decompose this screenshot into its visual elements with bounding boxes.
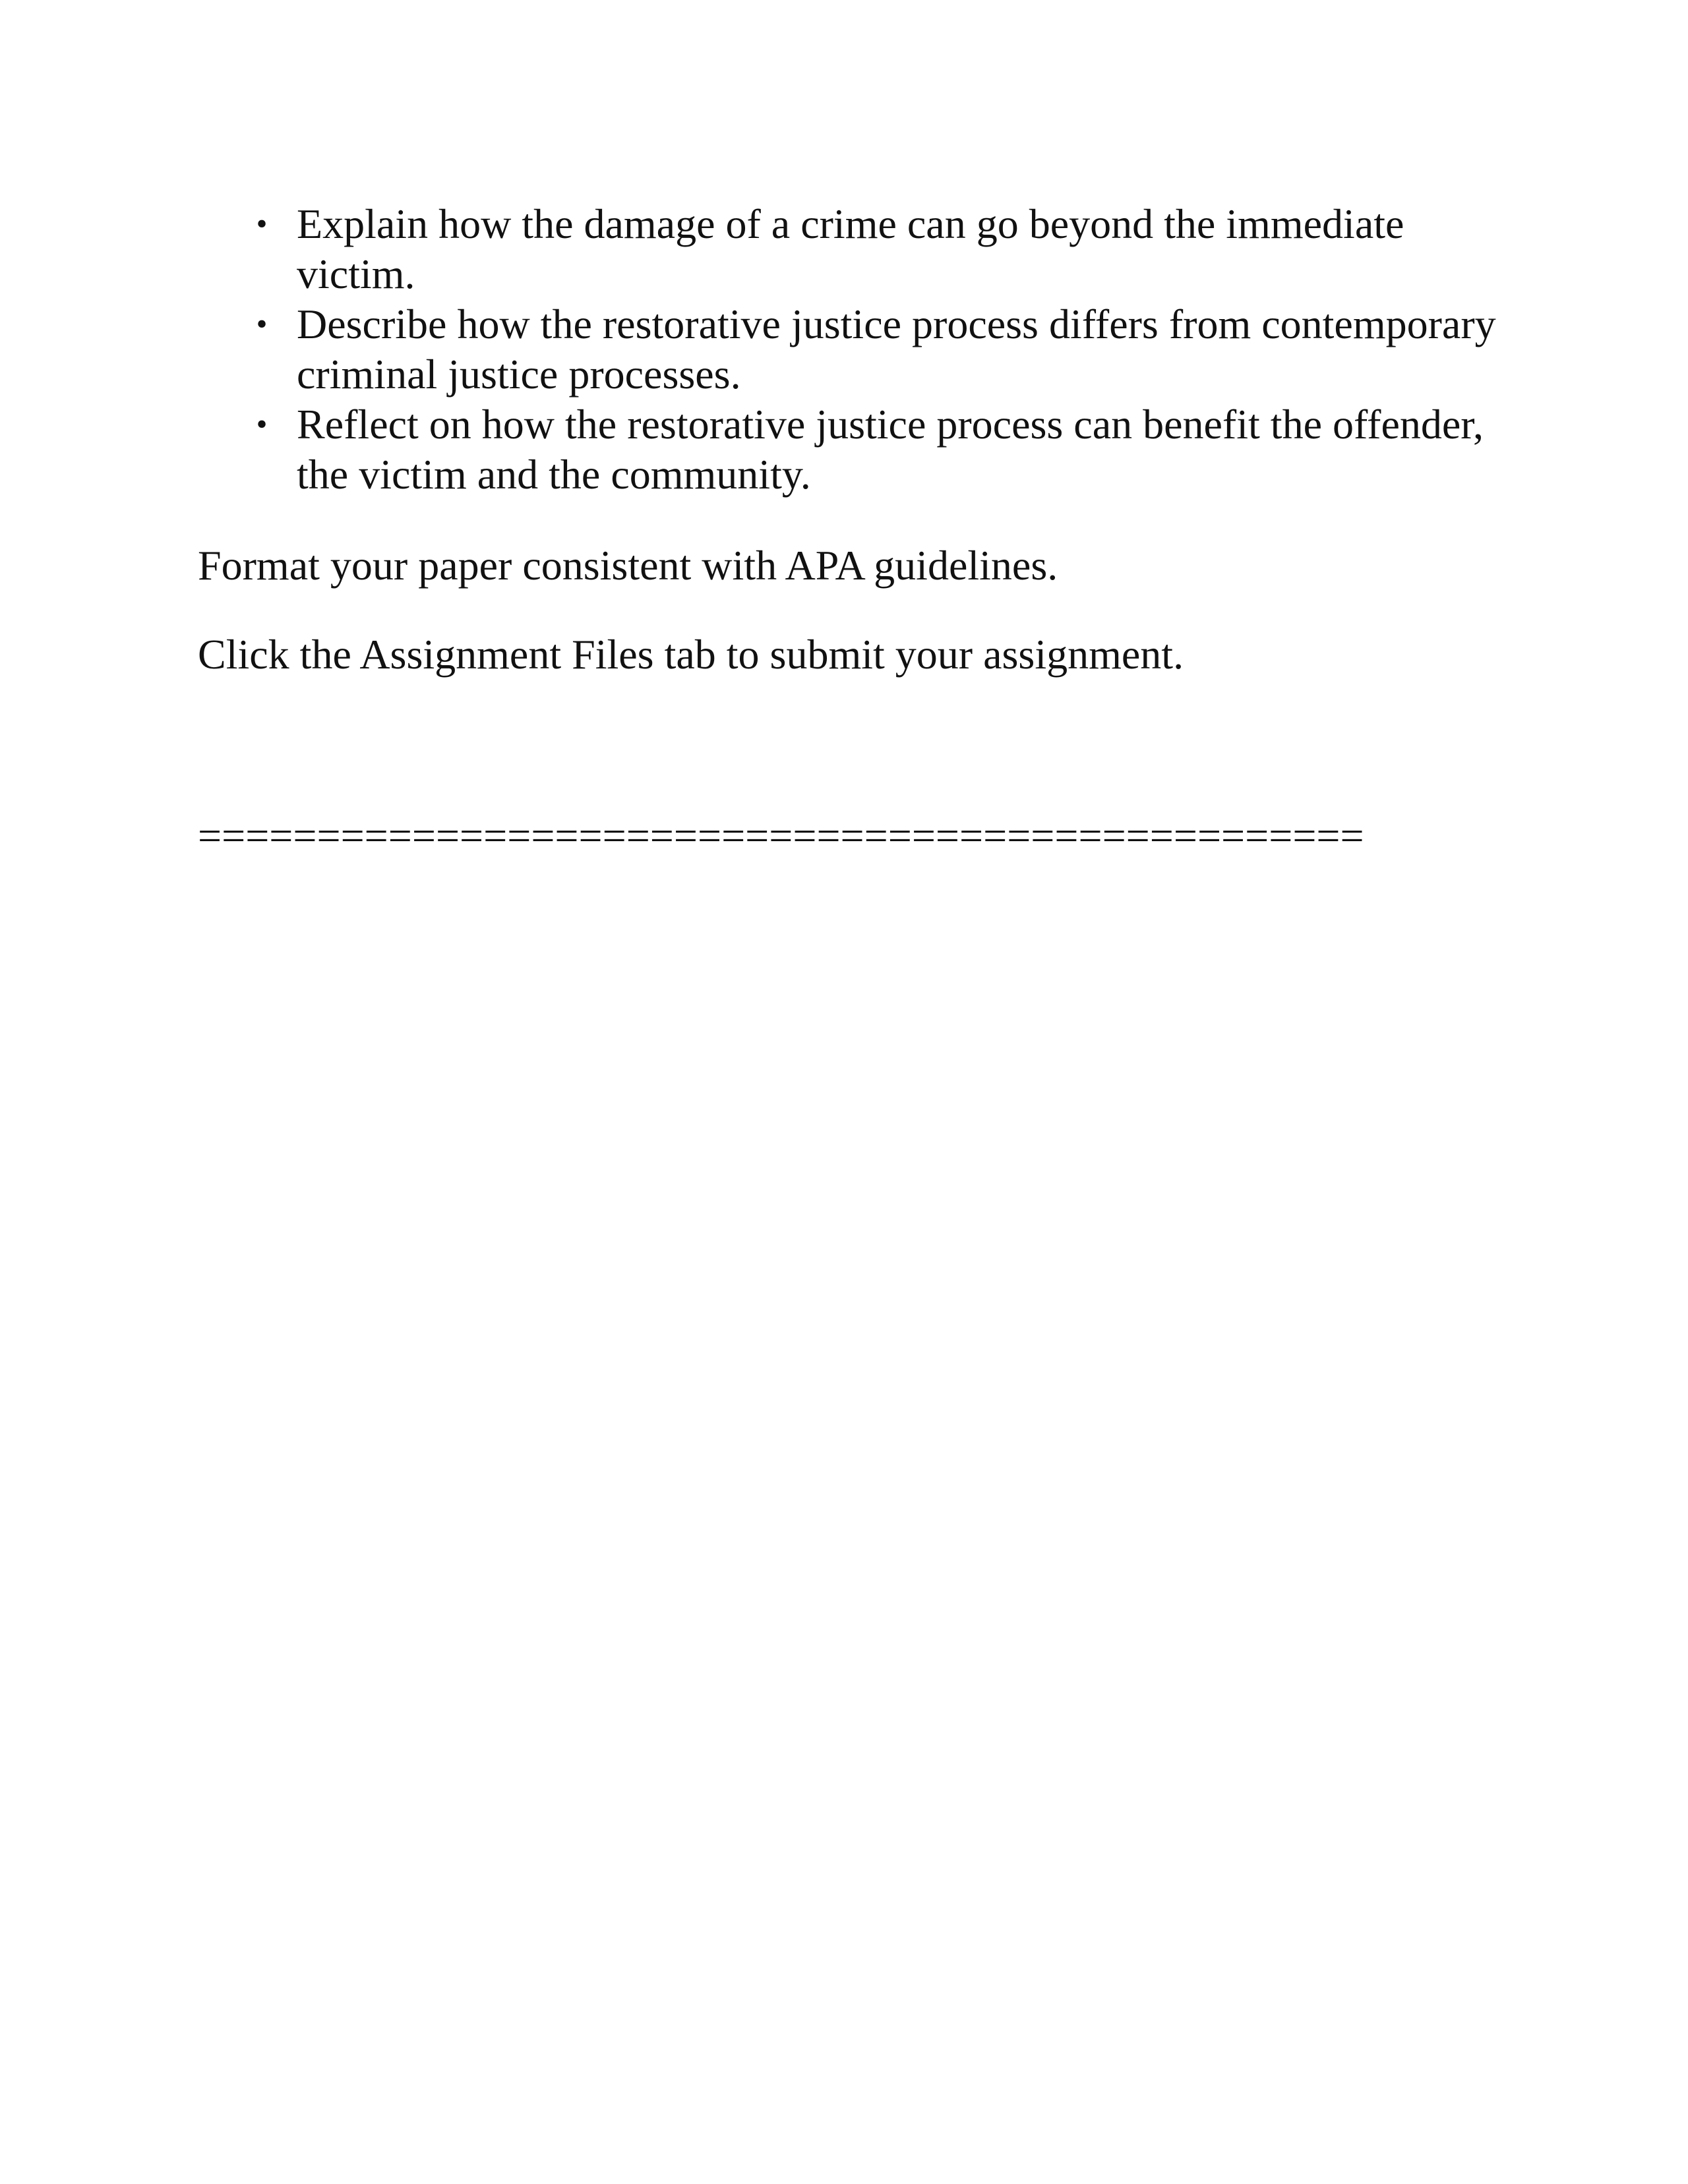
bullet-list bbox=[198, 199, 1517, 500]
separator-line: ================================================= bbox=[198, 812, 1364, 859]
list-item-text: Explain how the damage of a crime can go beyond the immediate victim. bbox=[297, 200, 1404, 297]
bullet-icon: • bbox=[256, 206, 268, 241]
bullet-icon: • bbox=[256, 407, 268, 442]
bullet-icon: • bbox=[256, 307, 268, 341]
list-item bbox=[198, 199, 1517, 299]
list-item-text: Describe how the restorative justice process differs from contemporary criminal justice processes. bbox=[297, 301, 1496, 398]
submit-instruction: Click the Assignment Files tab to submit your assignment. bbox=[198, 631, 1184, 678]
format-instruction: Format your paper consistent with APA guidelines. bbox=[198, 542, 1058, 589]
list-item-text: Reflect on how the restorative justice process can benefit the offender, the victim and the community. bbox=[297, 401, 1484, 498]
list-item bbox=[198, 399, 1517, 500]
list-item bbox=[198, 299, 1517, 399]
